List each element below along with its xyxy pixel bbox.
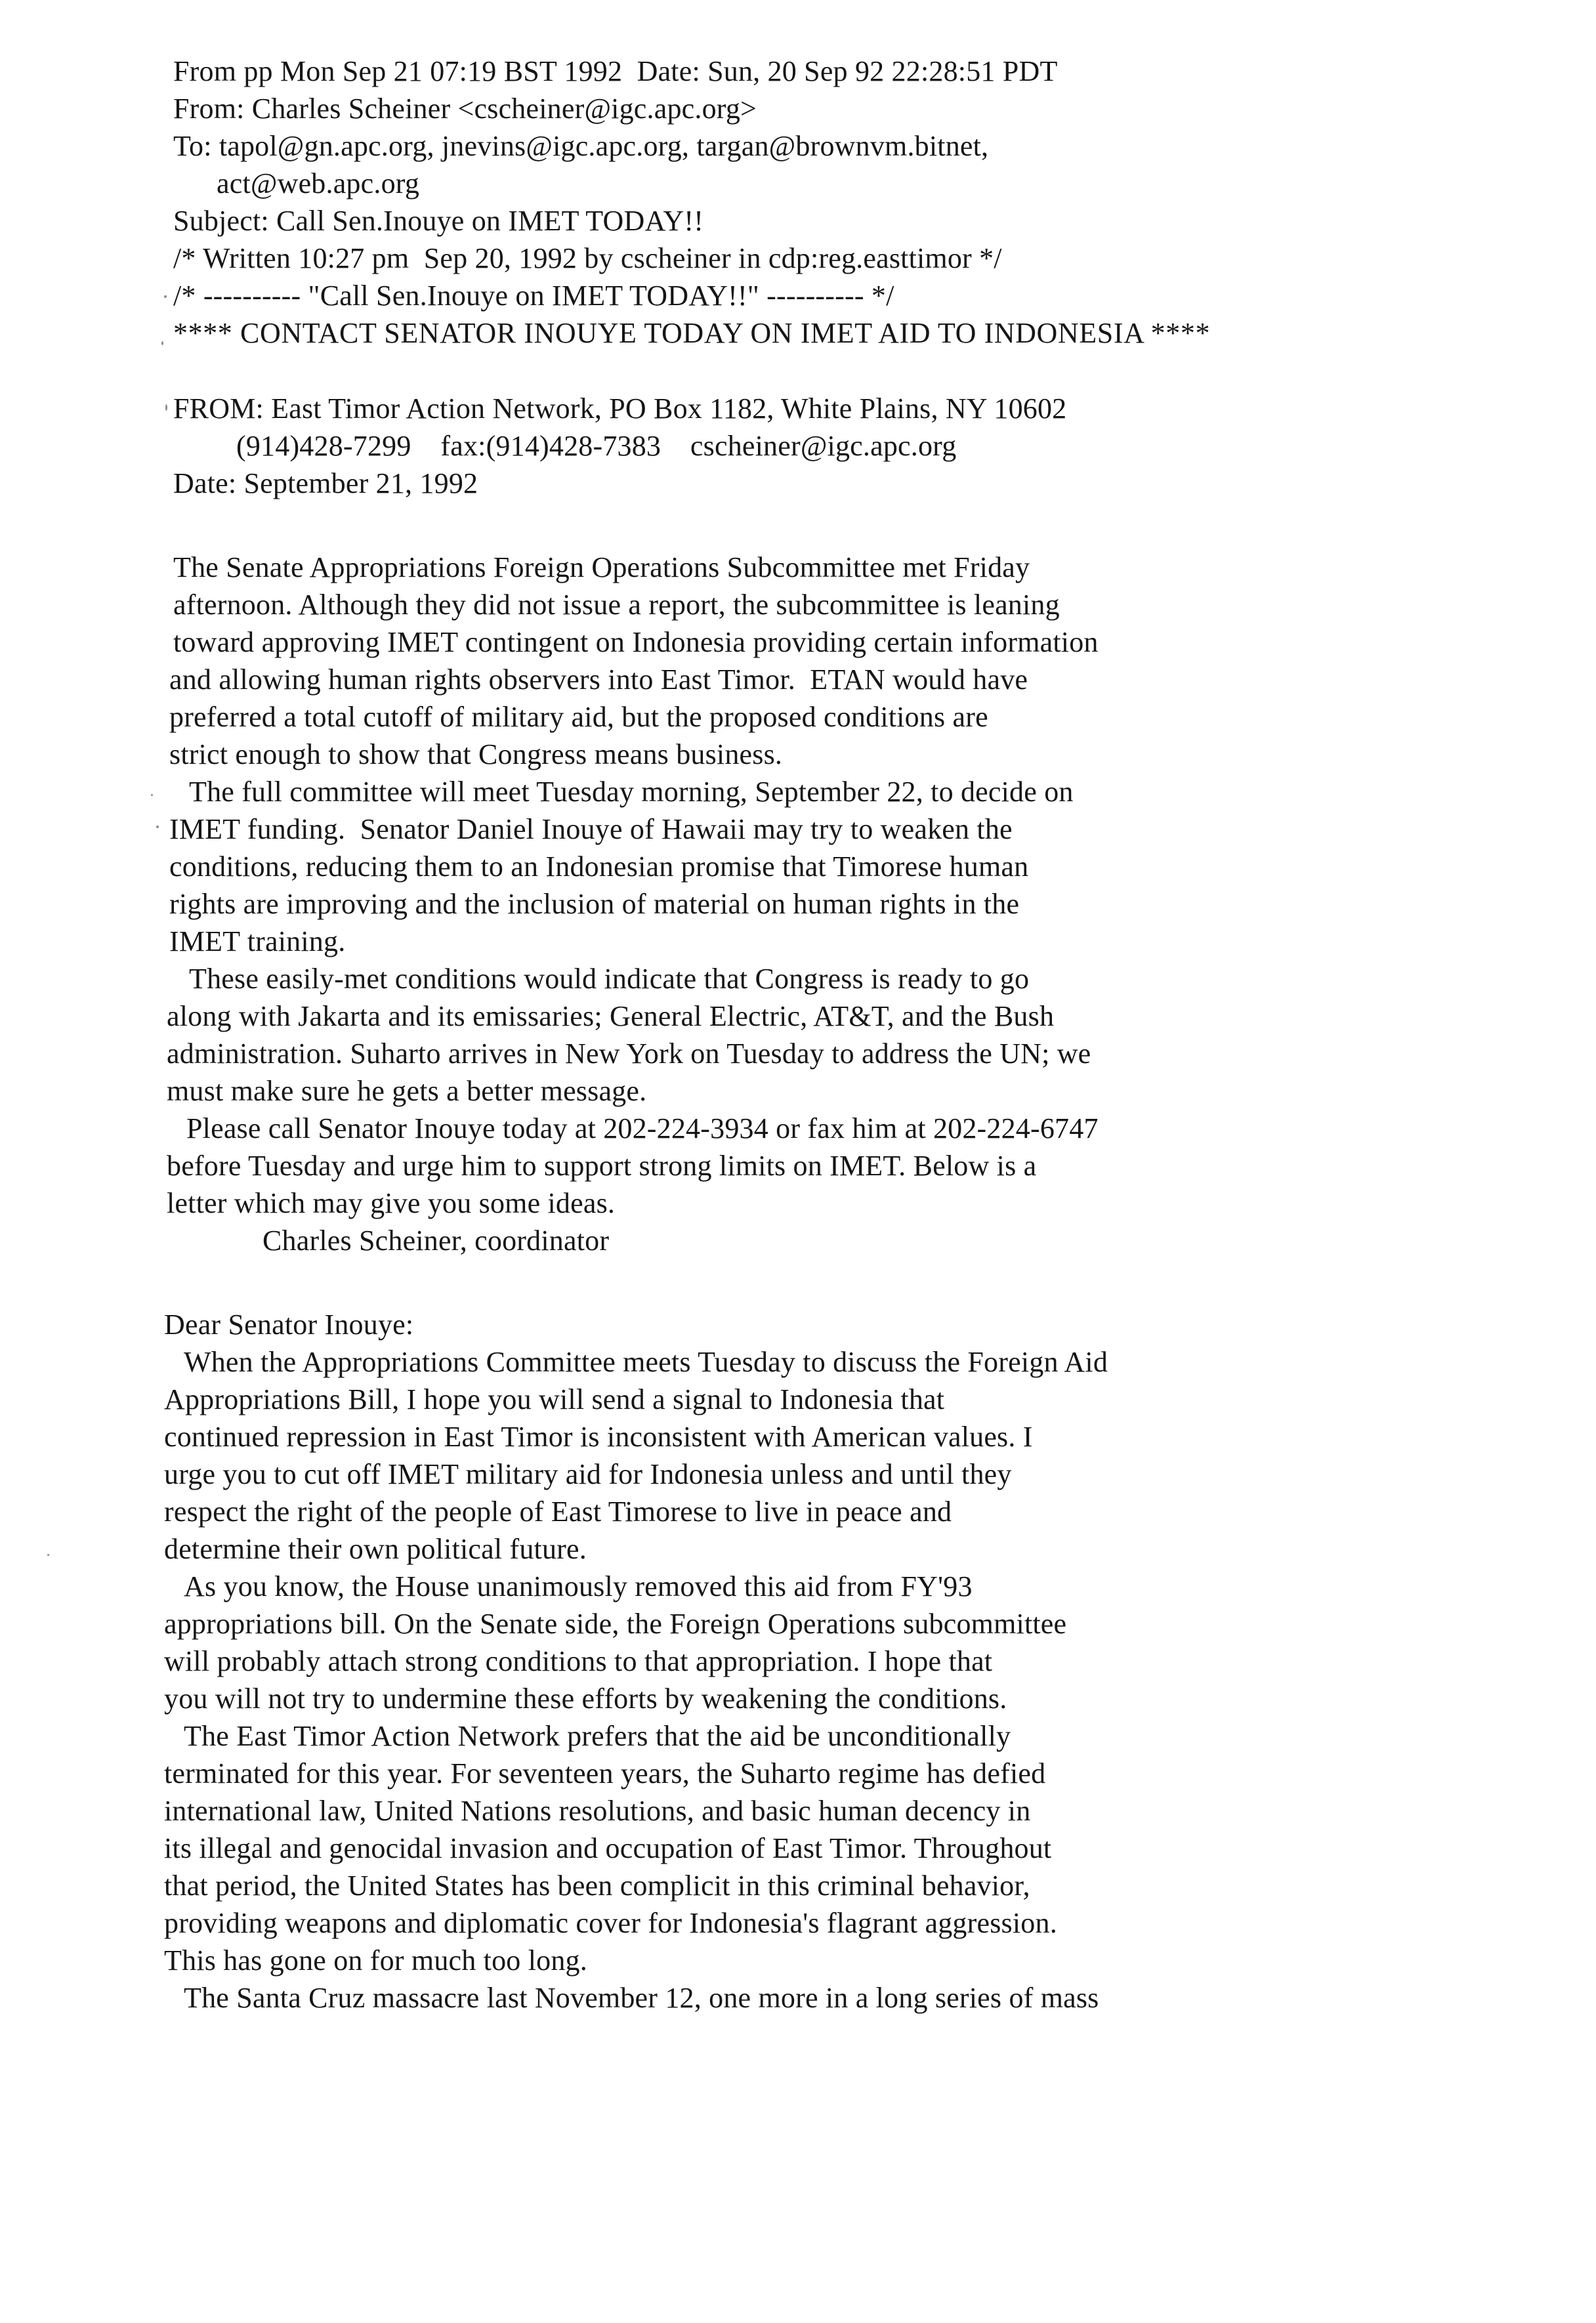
body-line: These easily-met conditions would indicate that Congress is ready to go (189, 963, 1030, 995)
to-line-continued: act@web.apc.org (217, 167, 420, 199)
body-line: conditions, reducing them to an Indonesian promise that Timorese human (169, 850, 1029, 883)
scan-speck (164, 295, 167, 298)
banner-heading: **** CONTACT SENATOR INOUYE TODAY ON IMET AID TO INDONESIA **** (173, 317, 1211, 349)
body-line: IMET funding. Senator Daniel Inouye of Hawaii may try to weaken the (169, 813, 1013, 845)
signature-line: Charles Scheiner, coordinator (262, 1224, 610, 1257)
letter-salutation: Dear Senator Inouye: (164, 1308, 414, 1341)
letter-line: As you know, the House unanimously removed this aid from FY'93 (184, 1570, 973, 1602)
letter-line: will probably attach strong conditions to that appropriation. I hope that (164, 1645, 993, 1677)
scan-speck (165, 404, 167, 411)
sender-date-line: Date: September 21, 1992 (173, 467, 478, 499)
body-line: Please call Senator Inouye today at 202-224-3934 or fax him at 202-224-6747 (186, 1112, 1099, 1144)
body-line: administration. Suharto arrives in New York on Tuesday to address the UN; we (167, 1037, 1091, 1070)
letter-line: determine their own political future. (164, 1533, 587, 1565)
scan-speck (156, 826, 159, 828)
letter-line: terminated for this year. For seventeen years, the Suharto regime has defied (164, 1757, 1046, 1789)
letter-line: you will not try to undermine these efforts by weakening the conditions. (164, 1683, 1007, 1715)
scan-speck (161, 341, 163, 345)
letter-line: Appropriations Bill, I hope you will send a signal to Indonesia that (164, 1383, 945, 1415)
letter-line: The Santa Cruz massacre last November 12, one more in a long series of mass (184, 1982, 1099, 2014)
letter-line: its illegal and genocidal invasion and occupation of East Timor. Throughout (164, 1832, 1052, 1864)
written-line: /* Written 10:27 pm Sep 20, 1992 by cscheiner in cdp:reg.easttimor */ (173, 242, 1002, 274)
received-line: From pp Mon Sep 21 07:19 BST 1992 Date: Sun, 20 Sep 92 22:28:51 PDT (173, 55, 1058, 87)
letter-line: The East Timor Action Network prefers that the aid be unconditionally (184, 1720, 1011, 1752)
letter-line: continued repression in East Timor is inconsistent with American values. I (164, 1421, 1033, 1453)
body-line: along with Jakarta and its emissaries; General Electric, AT&T, and the Bush (167, 1000, 1055, 1032)
body-line: toward approving IMET contingent on Indonesia providing certain information (173, 626, 1099, 658)
scan-speck (47, 1554, 49, 1556)
letter-line: When the Appropriations Committee meets Tuesday to discuss the Foreign Aid (184, 1346, 1108, 1378)
letter-line: international law, United Nations resolutions, and basic human decency in (164, 1795, 1031, 1827)
subject-line: Subject: Call Sen.Inouye on IMET TODAY!! (173, 205, 704, 237)
sender-contact-line: (914)428-7299 fax:(914)428-7383 cscheiner@igc.apc.org (236, 430, 957, 462)
body-line: afternoon. Although they did not issue a report, the subcommittee is leaning (173, 589, 1060, 621)
body-line: rights are improving and the inclusion of material on human rights in the (169, 888, 1020, 920)
body-line: The full committee will meet Tuesday morning, September 22, to decide on (189, 776, 1074, 808)
from-line: From: Charles Scheiner <cscheiner@igc.apc.org> (173, 93, 757, 125)
body-line: The Senate Appropriations Foreign Operations Subcommittee met Friday (173, 551, 1030, 583)
body-line: and allowing human rights observers into East Timor. ETAN would have (169, 663, 1028, 696)
body-line: preferred a total cutoff of military aid, but the proposed conditions are (169, 701, 988, 733)
to-line: To: tapol@gn.apc.org, jnevins@igc.apc.org, targan@brownvm.bitnet, (173, 130, 989, 162)
body-line: strict enough to show that Congress means business. (169, 738, 783, 770)
body-line: must make sure he gets a better message. (167, 1075, 647, 1107)
letter-line: that period, the United States has been complicit in this criminal behavior, (164, 1870, 1030, 1902)
letter-line: providing weapons and diplomatic cover for Indonesia's flagrant aggression. (164, 1907, 1057, 1939)
letter-line: appropriations bill. On the Senate side, the Foreign Operations subcommittee (164, 1608, 1067, 1640)
body-line: IMET training. (169, 925, 346, 957)
letter-line: This has gone on for much too long. (164, 1944, 587, 1977)
letter-line: respect the right of the people of East Timorese to live in peace and (164, 1496, 952, 1528)
sender-from-line: FROM: East Timor Action Network, PO Box 1182, White Plains, NY 10602 (173, 392, 1067, 425)
letter-line: urge you to cut off IMET military aid for Indonesia unless and until they (164, 1458, 1012, 1490)
body-line: before Tuesday and urge him to support strong limits on IMET. Below is a (167, 1150, 1037, 1182)
separator-line: /* ---------- "Call Sen.Inouye on IMET TODAY!!" ---------- */ (173, 280, 894, 312)
body-line: letter which may give you some ideas. (167, 1187, 616, 1219)
scan-speck (151, 794, 153, 796)
